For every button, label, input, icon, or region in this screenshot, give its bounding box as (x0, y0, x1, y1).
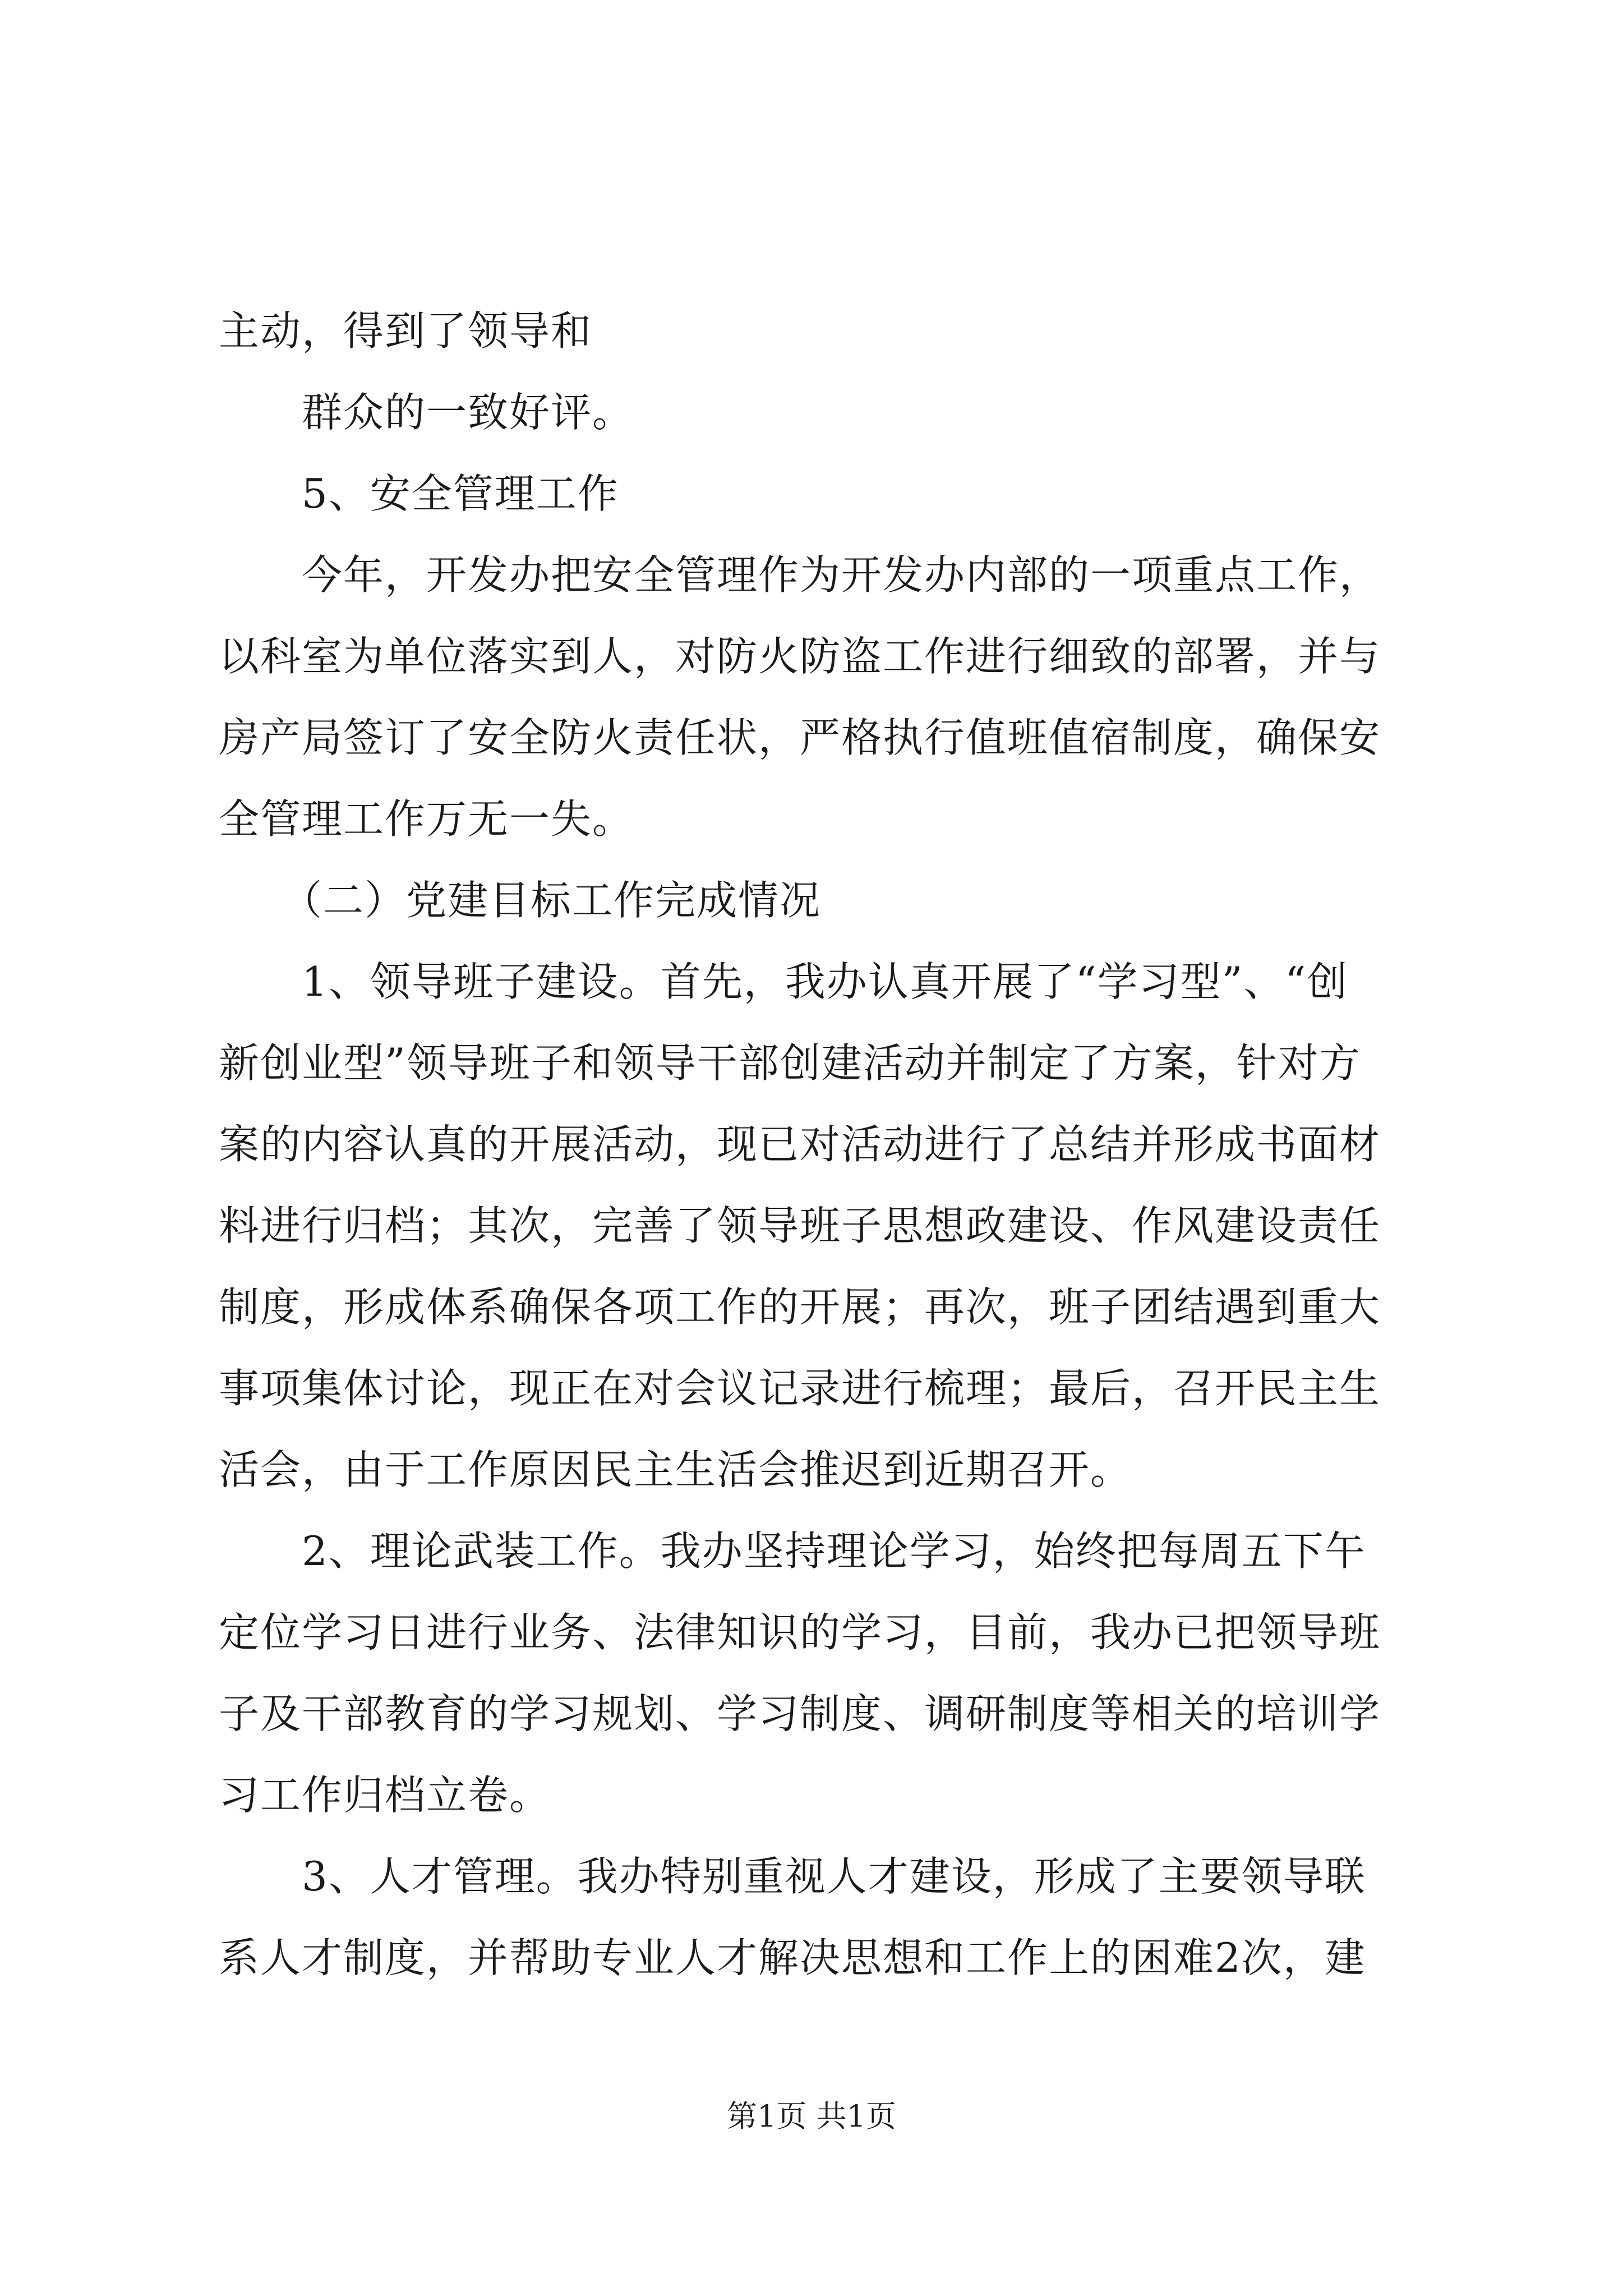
text-line: 事项集体讨论，现正在对会议记录进行梳理；最后，召开民主生 (219, 1365, 1381, 1412)
text-line: 今年，开发办把安全管理作为开发办内部的一项重点工作， (219, 551, 1381, 599)
text-line: 系人才制度，并帮助专业人才解决思想和工作上的困难2次，建 (219, 1934, 1366, 1981)
section-heading: （二）党建目标工作完成情况 (219, 877, 822, 924)
text-line: 群众的一致好评。 (219, 389, 634, 436)
text-line: 主动，得到了领导和 (219, 307, 593, 355)
text-line: 全管理工作万无一失。 (219, 795, 634, 843)
text-line: 制度，形成体系确保各项工作的开展；再次，班子团结遇到重大 (219, 1283, 1381, 1331)
text-line: 案的内容认真的开展活动，现已对活动进行了总结并形成书面材 (219, 1121, 1381, 1168)
text-line: 2、理论武装工作。我办坚持理论学习，始终把每周五下午 (219, 1527, 1366, 1575)
text-line: 以科室为单位落实到人，对防火防盗工作进行细致的部署，并与 (219, 633, 1381, 680)
text-line: 子及干部教育的学习规划、学习制度、调研制度等相关的培训学 (219, 1690, 1381, 1737)
section-heading: 5、安全管理工作 (219, 470, 619, 517)
text-line: 料进行归档；其次，完善了领导班子思想政建设、作风建设责任 (219, 1202, 1381, 1249)
text-line: 定位学习日进行业务、法律知识的学习，目前，我办已把领导班 (219, 1609, 1381, 1656)
text-line: 1、领导班子建设。首先，我办认真开展了“学习型”、“创 (219, 958, 1349, 1005)
text-line: 房产局签订了安全防火责任状，严格执行值班值宿制度，确保安 (219, 714, 1381, 761)
page-footer: 第1页 共1页 (727, 2099, 896, 2134)
text-line: 活会，由于工作原因民主生活会推迟到近期召开。 (219, 1446, 1132, 1493)
text-line: 新创业型”领导班子和领导干部创建活动并制定了方案，针对方 (219, 1039, 1361, 1087)
text-line: 习工作归档立卷。 (219, 1772, 551, 1819)
text-line: 3、人才管理。我办特别重视人才建设，形成了主要领导联 (219, 1853, 1366, 1900)
